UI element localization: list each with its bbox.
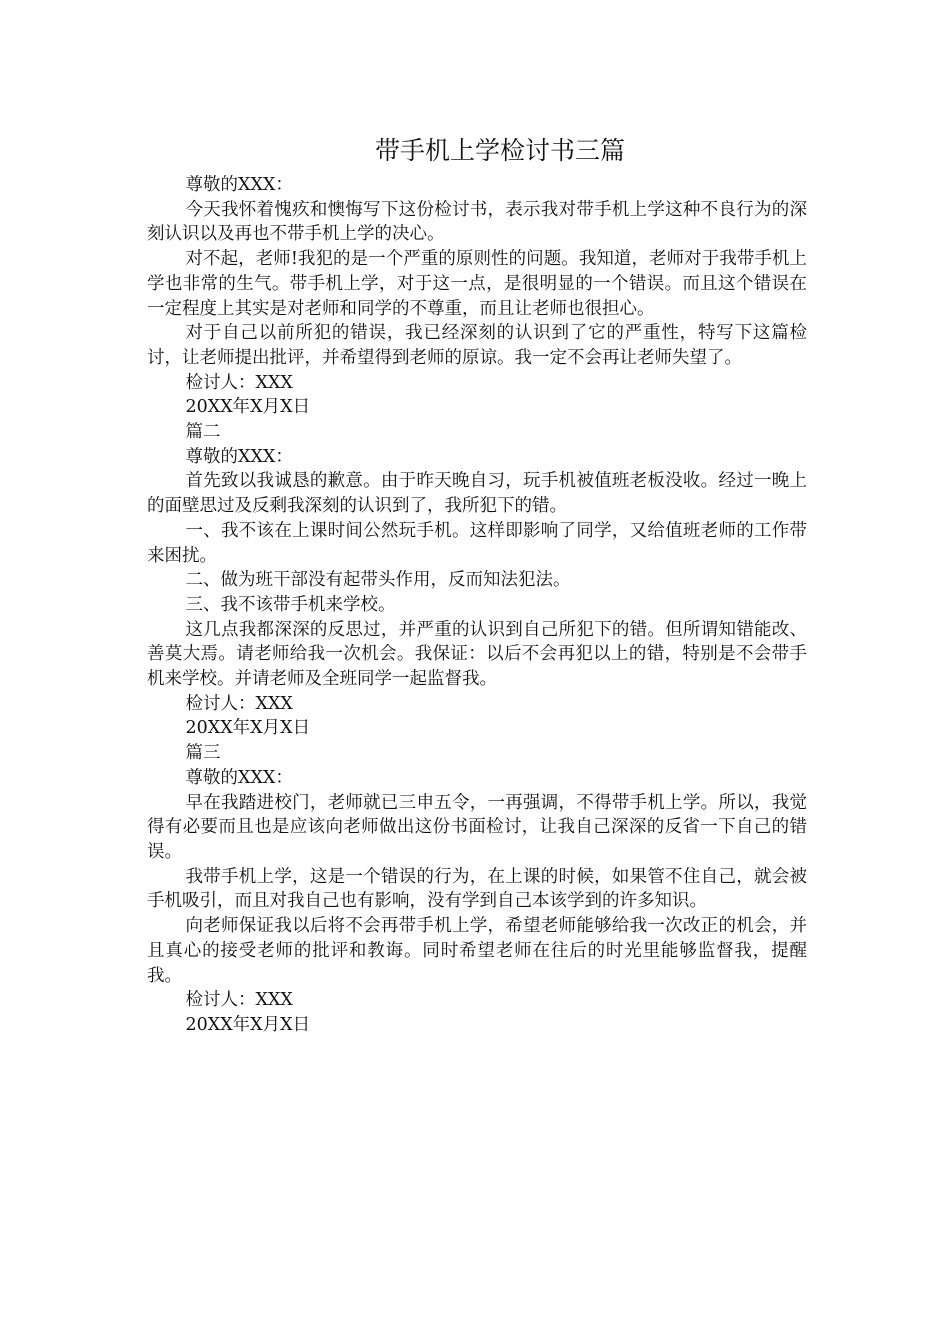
section-heading: 篇三 — [185, 743, 221, 764]
date-line: 20XX年X月X日 — [185, 718, 311, 739]
paragraph: 二、做为班干部没有起带头作用，反而知法犯法。 — [185, 570, 571, 591]
document-body — [147, 173, 807, 1038]
paragraph: 一、我不该在上课时间公然玩手机。这样即影响了同学，又给值班老师的工作带来困扰。 — [147, 520, 807, 566]
paragraph: 对于自己以前所犯的错误，我已经深刻的认识到了它的严重性，特写下这篇检讨，让老师提出批评，并希望得到老师的原谅。我一定不会再让老师失望了。 — [147, 323, 807, 368]
paragraph: 早在我踏进校门，老师就已三申五令，一再强调，不得带手机上学。所以，我觉得有必要而且也是应该向老师做出这份书面检讨，让我自己深深的反省一下自己的错误。 — [147, 792, 807, 862]
salutation: 尊敬的XXX： — [185, 767, 293, 788]
paragraph: 今天我怀着愧疚和懊悔写下这份检讨书，表示我对带手机上学这种不良行为的深刻认识以及再也不带手机上学的决心。 — [147, 199, 807, 245]
date-line: 20XX年X月X日 — [185, 1014, 311, 1035]
signature-line: 检讨人：XXX — [185, 990, 293, 1011]
paragraph: 三、我不该带手机来学校。 — [185, 594, 396, 615]
paragraph: 这几点我都深深的反思过，并严重的认识到自己所犯下的错。但所谓知错能改、善莫大焉。请老师给我一次机会。我保证：以后不会再犯以上的错，特别是不会带手机来学校。并请老师及全班同学一起监督我。 — [147, 619, 807, 690]
paragraph: 对不起，老师!我犯的是一个严重的原则性的问题。我知道，老师对于我带手机上学也非常的生气。带手机上学，对于这一点，是很明显的一个错误。而且这个错误在一定程度上其实是对老师和同学的不尊重，而且让老师也很担心。 — [147, 249, 807, 319]
salutation: 尊敬的XXX： — [185, 446, 293, 467]
salutation: 尊敬的XXX： — [185, 175, 293, 195]
paragraph: 首先致以我诚恳的歉意。由于昨天晚自习，玩手机被值班老板没收。经过一晚上的面壁思过及反剩我深刻的认识到了，我所犯下的错。 — [147, 471, 807, 517]
paragraph: 向老师保证我以后将不会再带手机上学，希望老师能够给我一次改正的机会，并且真心的接受老师的批评和教诲。同时希望老师在往后的时光里能够监督我，提醒我。 — [147, 916, 807, 986]
date-line: 20XX年X月X日 — [185, 397, 311, 418]
signature-line: 检讨人：XXX — [185, 693, 293, 714]
document-title: 带手机上学检讨书三篇 — [374, 136, 625, 165]
section-heading: 篇二 — [185, 422, 221, 443]
paragraph: 我带手机上学，这是一个错误的行为，在上课的时候，如果管不住自己，就会被手机吸引，而且对我自己也有影响，没有学到自己本该学到的许多知识。 — [147, 866, 807, 912]
signature-line: 检讨人：XXX — [185, 372, 293, 393]
